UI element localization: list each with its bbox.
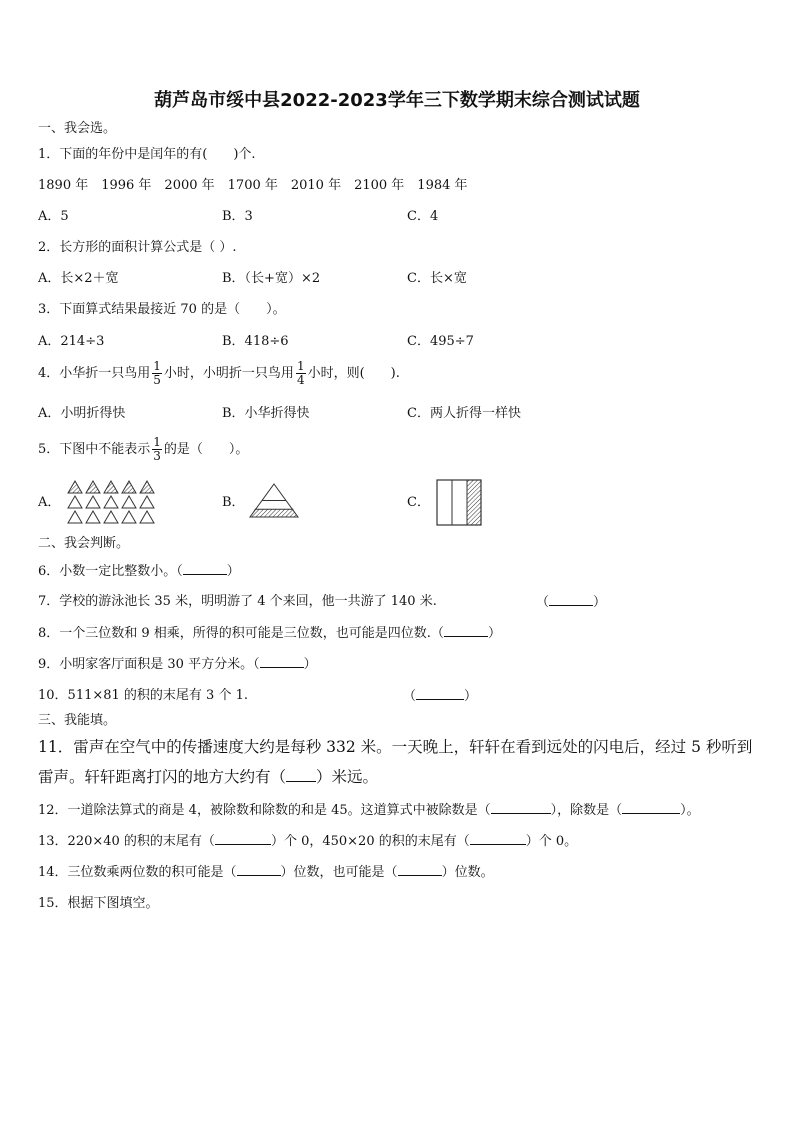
question-12-text-2: ），除数是（ — [550, 803, 623, 818]
fraction-one-third: $\frac{1}{3}$ — [153, 435, 161, 463]
paren-close: ） — [593, 595, 607, 610]
paren-open: （ — [536, 595, 550, 610]
question-14 — [38, 863, 494, 882]
question-3-option-b[interactable]: B．418÷6 — [222, 334, 289, 349]
question-10-answer — [403, 687, 477, 706]
question-8 — [38, 624, 501, 643]
answer-blank-digits-1[interactable] — [237, 863, 281, 876]
question-7-text: 7．学校的游泳池长 35 米，明明游了 4 个来回，他一共游了 140 米. — [38, 594, 437, 609]
fraction-one-fifth: $\frac{1}{5}$ — [153, 359, 161, 387]
question-11-text-a: 雷声。轩轩距离打闪的地方大约有（ — [38, 768, 287, 786]
triangles-grid-icon — [66, 478, 158, 526]
question-6-close: ） — [226, 564, 240, 579]
question-3-stem: 3．下面算式结果最接近 70 的是（ ）。 — [38, 302, 286, 317]
question-4-text-1: 4．小华折一只鸟用 — [38, 366, 151, 381]
question-4-option-b[interactable]: B．小华折得快 — [222, 406, 310, 421]
question-13-text-2: ）个 0，450×20 的积的末尾有（ — [270, 834, 470, 849]
question-9-text: 9．小明家客厅面积是 30 平方分米。（ — [38, 657, 260, 672]
section-heading-choice: 一、我会选。 — [38, 121, 117, 136]
question-8-text: 8．一个三位数和 9 相乘，所得的积可能是三位数，也可能是四位数.（ — [38, 626, 444, 641]
question-5-option-b[interactable]: B． — [222, 495, 245, 510]
question-6 — [38, 562, 240, 581]
question-5-stem — [38, 435, 248, 465]
section-heading-judge: 二、我会判断。 — [38, 536, 130, 551]
answer-blank-dividend[interactable] — [491, 801, 551, 814]
answer-blank-digits-2[interactable] — [398, 863, 442, 876]
shaded-rectangle-icon — [436, 479, 484, 527]
answer-blank[interactable] — [416, 687, 464, 700]
question-2-option-c[interactable]: C．长×宽 — [407, 271, 467, 286]
answer-blank[interactable] — [549, 593, 593, 606]
question-13 — [38, 832, 577, 851]
answer-blank-zeros-1[interactable] — [215, 832, 271, 845]
question-2-option-b[interactable]: B．（长+宽）×2 — [222, 271, 321, 286]
question-3-option-a[interactable]: A．214÷3 — [38, 334, 105, 349]
shaded-pyramid-icon — [248, 482, 300, 522]
question-12-text-3: ）。 — [680, 803, 700, 818]
question-1-option-a[interactable]: A．5 — [38, 209, 69, 224]
question-4-option-a[interactable]: A．小明折得快 — [38, 406, 126, 421]
question-11-line-1: 11．雷声在空气中的传播速度大约是每秒 332 米。一天晚上，轩轩在看到远处的闪电后，经过 5 秒听到 — [38, 738, 753, 756]
section-heading-fill: 三、我能填。 — [38, 713, 117, 728]
question-2-stem: 2．长方形的面积计算公式是（ ）. — [38, 240, 237, 255]
question-9-close: ） — [303, 657, 317, 672]
fraction-one-fourth: $\frac{1}{4}$ — [296, 359, 305, 387]
question-5-option-c[interactable]: C． — [407, 495, 430, 510]
question-10-text: 10．511×81 的积的末尾有 3 个 1. — [38, 688, 248, 703]
question-12 — [38, 801, 700, 820]
question-14-text-3: ）位数。 — [441, 865, 494, 880]
question-1-years: 1890 年 1996 年 2000 年 1700 年 2010 年 2100 年 1984 年 — [38, 178, 468, 193]
answer-blank[interactable] — [260, 655, 304, 668]
answer-blank[interactable] — [183, 562, 227, 575]
question-5-text-2: 的是（ ）。 — [163, 442, 249, 457]
question-4-option-c[interactable]: C．两人折得一样快 — [407, 406, 521, 421]
answer-blank-divisor[interactable] — [622, 801, 680, 814]
question-13-text-3: ）个 0。 — [525, 834, 578, 849]
answer-blank[interactable] — [286, 769, 316, 782]
question-12-text-1: 12．一道除法算式的商是 4，被除数和除数的和是 45。这道算式中被除数是（ — [38, 803, 491, 818]
paren-open: （ — [403, 689, 417, 704]
question-8-close: ） — [487, 626, 501, 641]
question-14-text-1: 14．三位数乘两位数的积可能是（ — [38, 865, 237, 880]
question-11-line-2 — [38, 767, 378, 787]
question-7-answer — [536, 593, 606, 612]
question-5-option-a[interactable]: A． — [38, 495, 61, 510]
question-7 — [38, 593, 437, 611]
question-2-option-a[interactable]: A．长×2＋宽 — [38, 271, 119, 286]
question-4-text-2: 小时，小明折一只鸟用 — [163, 366, 294, 381]
page-title: 葫芦岛市绥中县2022-2023学年三下数学期末综合测试试题 — [154, 90, 640, 111]
question-15: 15．根据下图填空。 — [38, 896, 159, 911]
paren-close: ） — [464, 689, 478, 704]
question-1-stem: 1．下面的年份中是闰年的有( )个. — [38, 147, 256, 162]
question-10 — [38, 687, 248, 705]
answer-blank[interactable] — [444, 624, 488, 637]
question-5-text-1: 5．下图中不能表示 — [38, 442, 151, 457]
question-3-option-c[interactable]: C．495÷7 — [407, 334, 474, 349]
question-1-option-b[interactable]: B．3 — [222, 209, 253, 224]
question-9 — [38, 655, 317, 674]
question-4-stem — [38, 359, 400, 389]
question-4-text-3: 小时，则( ). — [307, 366, 400, 381]
question-11-text-b: ）米远。 — [316, 768, 379, 786]
question-6-text: 6．小数一定比整数小。（ — [38, 564, 183, 579]
question-1-option-c[interactable]: C．4 — [407, 209, 439, 224]
answer-blank-zeros-2[interactable] — [470, 832, 526, 845]
question-13-text-1: 13．220×40 的积的末尾有（ — [38, 834, 215, 849]
question-14-text-2: ）位数，也可能是（ — [280, 865, 398, 880]
